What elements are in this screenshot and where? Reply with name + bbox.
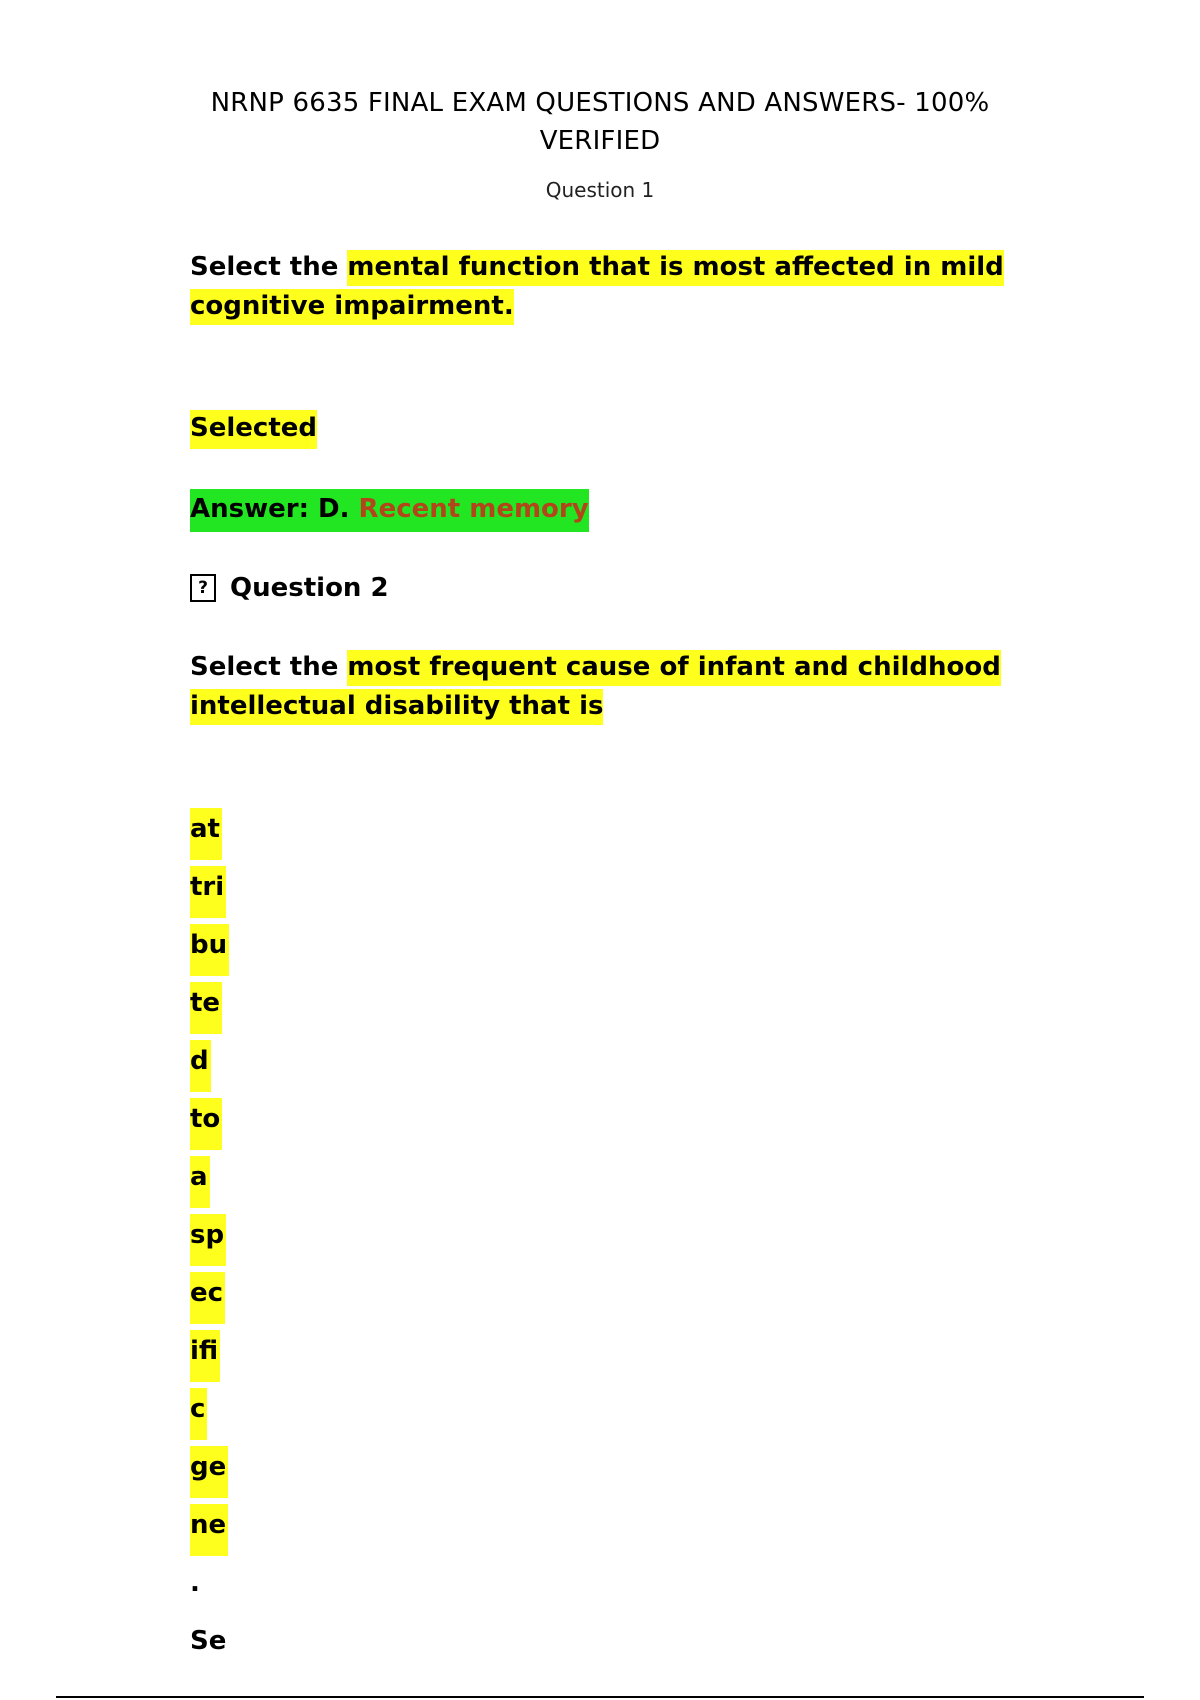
- question-2-heading: [190, 573, 389, 603]
- page-bottom-rule: [56, 1696, 1144, 1698]
- question-1-label: Question 1: [545, 178, 655, 202]
- question-2-prompt-highlight: most frequent cause of infant and childhood intellectual disability that is: [190, 650, 1001, 725]
- question-1-prompt-plain: Select the: [190, 252, 348, 282]
- document-title: NRNP 6635 FINAL EXAM QUESTIONS AND ANSWERS- 100% VERIFIED: [210, 88, 990, 156]
- text-fragment: to: [190, 1098, 250, 1156]
- question-2-prompt: [190, 648, 1010, 726]
- text-fragment: te: [190, 982, 250, 1040]
- text-fragment: a: [190, 1156, 250, 1214]
- text-fragment: ifi: [190, 1330, 250, 1388]
- text-fragment: ec: [190, 1272, 250, 1330]
- answer-prefix: Answer: D.: [190, 494, 359, 524]
- text-fragment: sp: [190, 1214, 250, 1272]
- text-fragment: d: [190, 1040, 250, 1098]
- text-fragment: at: [190, 808, 250, 866]
- text-fragment: ne: [190, 1504, 250, 1562]
- text-fragment-trailing: Se: [190, 1626, 227, 1656]
- selected-label: Selected: [190, 410, 317, 449]
- question-1-prompt-highlight: mental function that is most affected in mild cognitive impairment.: [190, 250, 1004, 325]
- help-box-icon: ?: [190, 574, 216, 602]
- question-2-prompt-plain: Select the: [190, 652, 348, 682]
- question-1-prompt: [190, 248, 1010, 326]
- question-2-heading-text: Question 2: [230, 573, 389, 603]
- question-1-answer: [190, 489, 589, 532]
- text-fragment-trailing: .: [190, 1568, 200, 1598]
- text-fragment: tri: [190, 866, 250, 924]
- answer-value: Recent memory: [358, 494, 589, 524]
- fragment-column: [190, 808, 250, 1678]
- text-fragment: c: [190, 1388, 250, 1446]
- text-fragment: bu: [190, 924, 250, 982]
- text-fragment: ge: [190, 1446, 250, 1504]
